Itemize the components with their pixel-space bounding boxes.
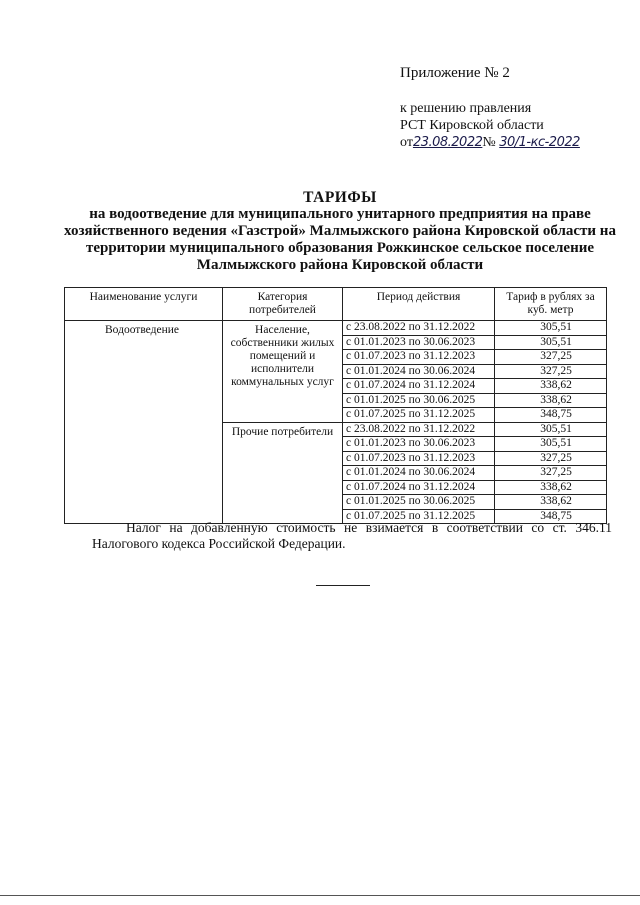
period-cell: с 01.07.2025 по 31.12.2025 bbox=[343, 408, 495, 423]
vat-note bbox=[92, 520, 612, 552]
period-cell: с 01.07.2024 по 31.12.2024 bbox=[343, 379, 495, 394]
tariffs-table bbox=[64, 287, 607, 524]
end-divider bbox=[316, 585, 370, 586]
period-cell: с 01.07.2023 по 31.12.2023 bbox=[343, 350, 495, 365]
period-cell: с 23.08.2022 по 31.12.2022 bbox=[343, 321, 495, 336]
tariff-cell: 305,51 bbox=[495, 437, 607, 452]
tariff-cell: 327,25 bbox=[495, 350, 607, 365]
vat-note-line-2: Налогового кодекса Российской Федерации. bbox=[92, 536, 346, 551]
decision-date-number bbox=[400, 134, 580, 151]
page-bottom-rule bbox=[0, 895, 640, 896]
tariff-cell: 327,25 bbox=[495, 451, 607, 466]
period-cell: с 01.01.2025 по 30.06.2025 bbox=[343, 393, 495, 408]
number-sign: № bbox=[482, 135, 496, 150]
tariff-cell: 348,75 bbox=[495, 509, 607, 524]
category-population: Население, собственники жилых помещений и исполнители коммунальных услуг bbox=[223, 321, 343, 423]
decision-reference bbox=[400, 100, 580, 151]
tariff-cell: 327,25 bbox=[495, 364, 607, 379]
period-cell: с 01.07.2023 по 31.12.2023 bbox=[343, 451, 495, 466]
period-cell: с 01.07.2024 по 31.12.2024 bbox=[343, 480, 495, 495]
decision-line-1: к решению правления bbox=[400, 101, 532, 116]
period-cell: с 01.01.2023 по 30.06.2023 bbox=[343, 335, 495, 350]
tariff-cell: 327,25 bbox=[495, 466, 607, 481]
period-cell: с 01.01.2024 по 30.06.2024 bbox=[343, 364, 495, 379]
tariff-cell: 305,51 bbox=[495, 422, 607, 437]
vat-note-line-1: Налог на добавленную стоимость не взимается в соответствии со ст. 346.11 bbox=[126, 520, 612, 535]
tariff-cell: 338,62 bbox=[495, 480, 607, 495]
service-name: Водоотведение bbox=[65, 321, 223, 524]
tariff-cell: 305,51 bbox=[495, 321, 607, 336]
document-heading bbox=[60, 189, 620, 274]
decision-line-2: РСТ Кировской области bbox=[400, 118, 544, 133]
period-cell: с 01.01.2024 по 30.06.2024 bbox=[343, 466, 495, 481]
heading-title: ТАРИФЫ bbox=[303, 189, 377, 206]
header-period: Период действия bbox=[343, 288, 495, 321]
table-row bbox=[65, 321, 607, 336]
tariff-cell: 338,62 bbox=[495, 393, 607, 408]
period-cell: с 23.08.2022 по 31.12.2022 bbox=[343, 422, 495, 437]
from-prefix: от bbox=[400, 135, 413, 150]
tariff-cell: 338,62 bbox=[495, 379, 607, 394]
tariff-cell: 338,62 bbox=[495, 495, 607, 510]
heading-subtitle: на водоотведение для муниципального унитарного предприятия на праве хозяйственного ведения «Газстрой» Малмыжского района Кировской области на территории муниципального образования Рожкинское сельское поселение Малмыжского района Кировской области bbox=[64, 206, 616, 273]
header-category: Категория потребителей bbox=[223, 288, 343, 321]
handwritten-date: 23.08.2022 bbox=[412, 135, 483, 150]
tariff-cell: 305,51 bbox=[495, 335, 607, 350]
table-header-row bbox=[65, 288, 607, 321]
category-other: Прочие потребители bbox=[223, 422, 343, 524]
tariff-cell: 348,75 bbox=[495, 408, 607, 423]
handwritten-number: 30/1-кс-2022 bbox=[499, 135, 580, 150]
period-cell: с 01.07.2025 по 31.12.2025 bbox=[343, 509, 495, 524]
period-cell: с 01.01.2025 по 30.06.2025 bbox=[343, 495, 495, 510]
period-cell: с 01.01.2023 по 30.06.2023 bbox=[343, 437, 495, 452]
header-service: Наименование услуги bbox=[65, 288, 223, 321]
header-tariff: Тариф в рублях за куб. метр bbox=[495, 288, 607, 321]
appendix-title: Приложение № 2 bbox=[400, 65, 510, 81]
